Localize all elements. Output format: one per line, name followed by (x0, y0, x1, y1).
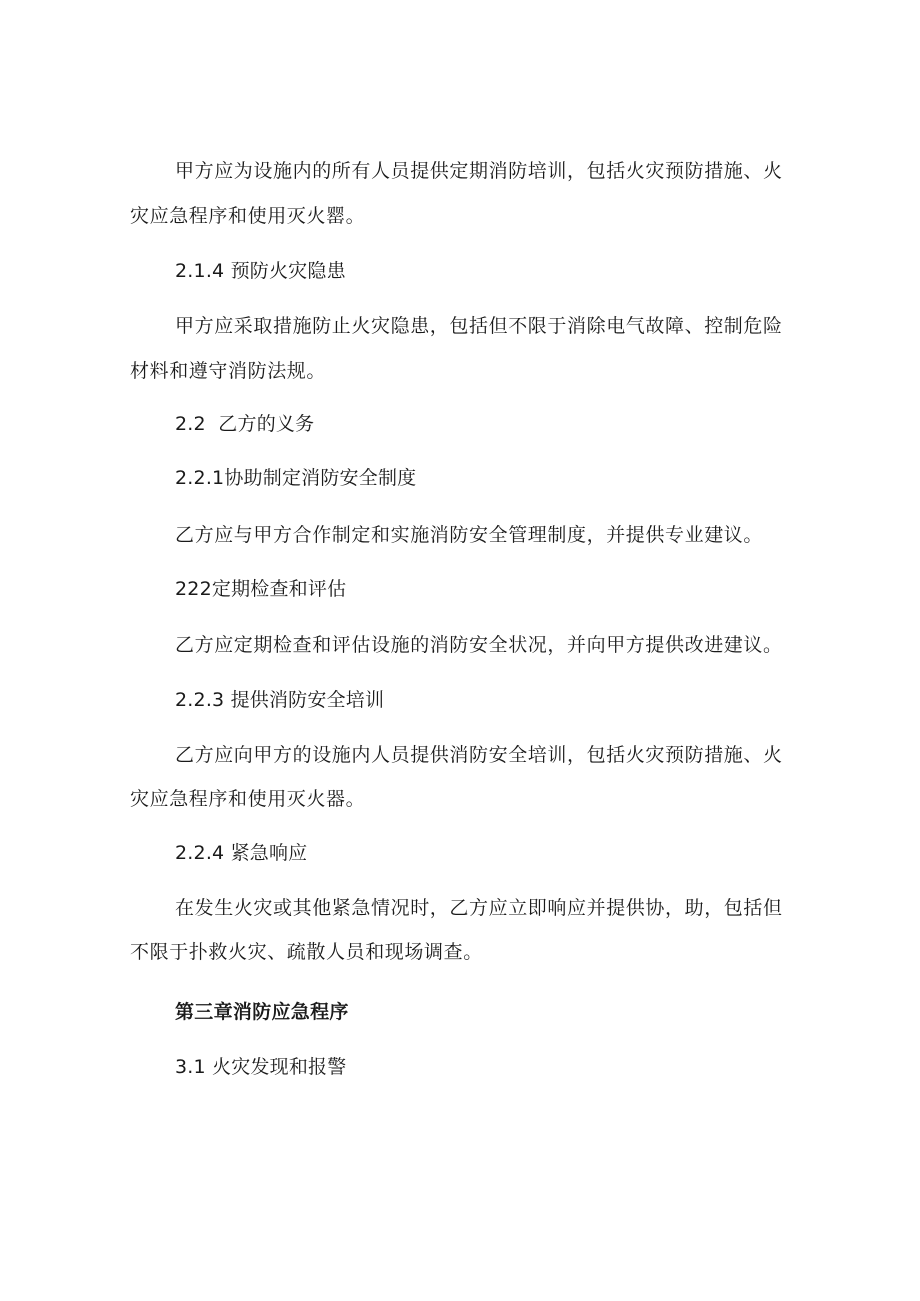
section-heading: 2.2.4 紧急响应 (175, 842, 308, 864)
section-heading: 2.2.3 提供消防安全培训 (175, 689, 385, 711)
section-heading: 3.1 火灾发现和报警 (175, 1056, 347, 1078)
chapter-title: 第三章消防应急程序 (175, 1001, 349, 1023)
paragraph-line: 不限于扑救火灾、疏散人员和现场调查。 (130, 941, 483, 963)
paragraph-line: 灾应急程序和使用灭火器。 (130, 788, 366, 810)
section-heading: 222定期检查和评估 (175, 578, 347, 600)
paragraph-line: 乙方应向甲方的设施内人员提供消防安全培训，包括火灾预防措施、火 (175, 744, 783, 766)
paragraph-line: 在发生火灾或其他紧急情况时，乙方应立即响应并提供协，助，包括但 (175, 897, 783, 919)
paragraph-line: 材料和遵守消防法规。 (130, 360, 327, 382)
paragraph-line: 灾应急程序和使用灭火罂。 (130, 205, 366, 227)
section-heading: 2.2.1协助制定消防安全制度 (175, 467, 417, 489)
paragraph-line: 甲方应采取措施防止火灾隐患，包括但不限于消除电气故障、控制危险 (175, 315, 783, 337)
section-heading: 2.1.4 预防火灾隐患 (175, 260, 346, 282)
section-heading: 2.2 乙方的义务 (175, 413, 315, 435)
paragraph-line: 乙方应定期检查和评估设施的消防安全状况，并向甲方提供改进建议。 (175, 634, 783, 656)
paragraph-line: 乙方应与甲方合作制定和实施消防安全管理制度，并提供专业建议。 (175, 524, 764, 546)
paragraph-line: 甲方应为设施内的所有人员提供定期消防培训，包括火灾预防措施、火 (175, 160, 783, 182)
